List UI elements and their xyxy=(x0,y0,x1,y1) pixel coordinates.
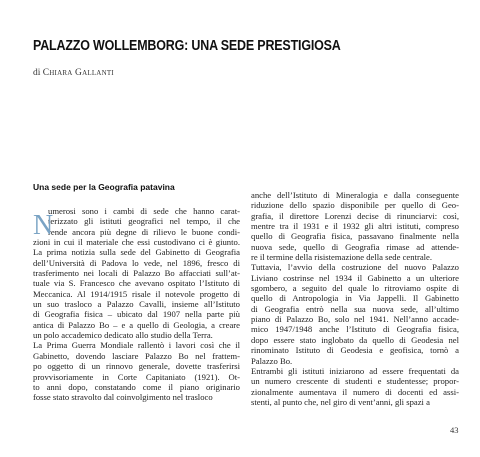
text-line: zionalmente aumentava il numero di docenti ed assi- xyxy=(251,386,459,397)
text-line: Tuttavia, l’avvio della costruzione del nuovo Palazzo xyxy=(251,262,459,273)
text-line: sgombero, a seguito del quale lo ritroviamo ospite di xyxy=(251,283,459,294)
text-line: Palazzo Bo. xyxy=(251,355,293,366)
text-line: Liviano costrinse nel 1934 il Gabinetto a un ulteriore xyxy=(251,272,459,283)
text-line: antica di Palazzo Bo – e a quello di Geologia, a creare xyxy=(33,319,240,330)
text-line: Gabinetto, dovendo lasciare Palazzo Bo nel frattem- xyxy=(33,350,240,361)
text-line: umerosi sono i cambi di sede che hanno carat- xyxy=(48,206,240,216)
text-line: re il termine della risistemazione della sede centrale. xyxy=(251,252,433,263)
text-line: fosse stato stravolto dal coinvolgimento nel trasloco xyxy=(33,392,213,403)
text-line: to anni dopo, constatando come il piano originario xyxy=(33,381,240,392)
text-line: quello di Geografia fisica, passavano finalmente nella xyxy=(251,231,459,242)
text-line: dopo essere stato inglobato da quello di Geodesia nel xyxy=(251,334,459,345)
page-number: 43 xyxy=(450,425,459,435)
text-line: Entrambi gli istituti iniziarono ad essere frequentati da xyxy=(251,365,459,376)
text-line: La Prima Guerra Mondiale rallentò i lavori così che il xyxy=(33,340,240,351)
text-line: trasferimento nei locali di Palazzo Bo affacciati sull’at- xyxy=(33,268,240,279)
drop-cap: N xyxy=(33,210,54,241)
text-line: mico 1947/1948 anche l’Istituto di Geografia fisica, xyxy=(251,324,459,335)
text-line: rende ancora più degne di rilievo le buone condi- xyxy=(48,226,240,237)
byline xyxy=(33,68,114,78)
left-text-column xyxy=(33,206,240,403)
text-line: tuale via S. Francesco che avevano ospitato l’Istituto di xyxy=(33,278,240,289)
text-line: La prima notizia sulla sede del Gabinetto di Geografia xyxy=(33,247,240,258)
text-line: terizzato gli istituti geografici nel tempo, il che xyxy=(48,216,240,227)
text-line: nuova sede, quello di Geografia rimase ad attende- xyxy=(251,241,459,252)
text-line: riduzione dello spazio disponibile per quello di Geo- xyxy=(251,200,459,211)
text-line: po oggetto di un rinnovo generale, dovette trasferirsi xyxy=(33,361,240,372)
article-title: PALAZZO WOLLEMBORG: UNA SEDE PRESTIGIOSA xyxy=(33,38,341,54)
text-line: di Geografia fisica – ubicato dal 1907 nella parte più xyxy=(33,309,240,320)
byline-author: Chiara Gallanti xyxy=(42,68,114,78)
text-line: quello di Antropologia in Via Jappelli. Il Gabinetto xyxy=(251,293,459,304)
section-heading: Una sede per la Geografia patavina xyxy=(33,182,175,192)
text-line: piano di Palazzo Bo, solo nel 1941. Nell’anno accade- xyxy=(251,314,459,325)
text-line: grafia, il direttore Lorenzi decise di rinunciarvi: così, xyxy=(251,210,459,221)
text-line: un numero crescente di studenti e studentesse; propor- xyxy=(251,376,459,387)
text-line: zioni in cui il materiale che essi custodivano ci è giunto. xyxy=(33,237,240,248)
text-line: un suo trasloco a Palazzo Cavalli, insieme all’Istituto xyxy=(33,299,240,310)
text-line: Meccanica. Al 1914/1915 risale il notevole progetto di xyxy=(33,288,240,299)
text-line: stenti, al punto che, nel giro di vent’anni, gli spazi a xyxy=(251,396,430,407)
text-line: di Geografia entrò nella sua nuova sede, all’ultimo xyxy=(251,303,459,314)
text-line: dell’Università di Padova lo vede, nel 1896, fresco di xyxy=(33,257,240,268)
text-line: anche dell’Istituto di Mineralogia e dalla conseguente xyxy=(251,190,459,200)
text-line: mentre tra il 1931 e il 1932 gli altri istituti, compreso xyxy=(251,221,459,232)
text-line: un polo accademico dedicato allo studio della Terra. xyxy=(33,330,213,341)
right-text-column xyxy=(251,190,459,407)
text-line: rinominato Istituto di Geodesia e geofisica, tornò a xyxy=(251,345,459,356)
byline-prefix: di xyxy=(33,68,41,78)
text-line: provvisoriamente in Corte Capitaniato (1921). Ot- xyxy=(33,371,240,382)
